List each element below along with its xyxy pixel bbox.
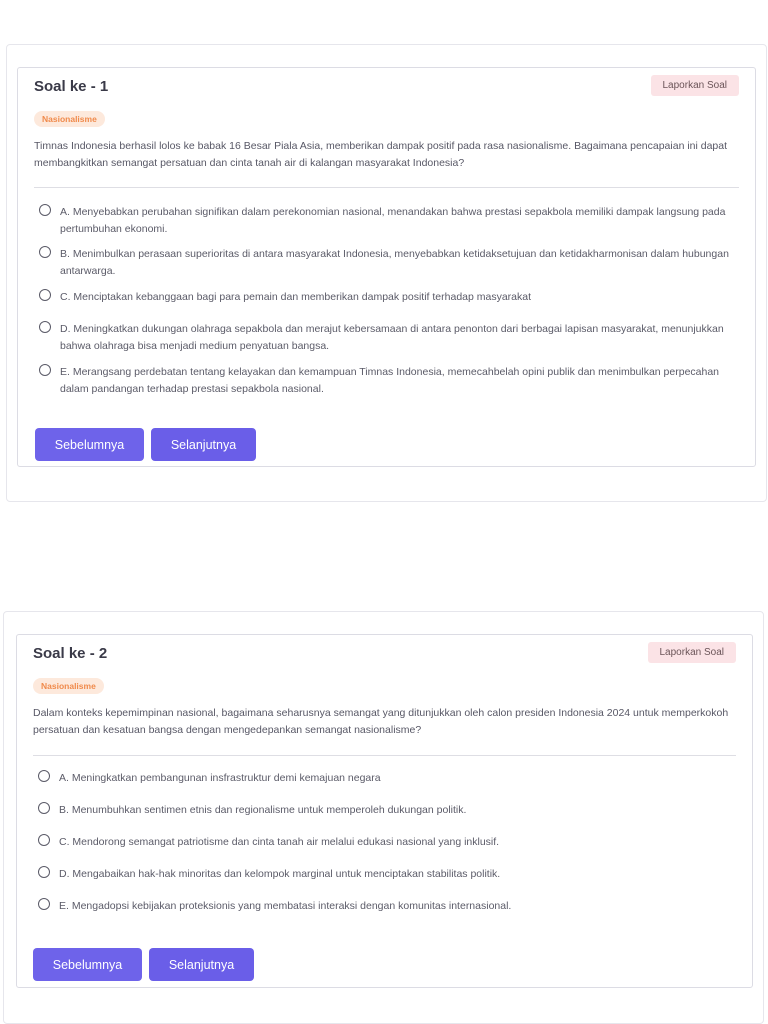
answer-option-c[interactable] (38, 834, 728, 851)
divider (34, 187, 739, 188)
question-title: Soal ke - 1 (34, 78, 109, 95)
option-label: A. Menyebabkan perubahan signifikan dalam perekonomian nasional, menandakan bahwa prestasi sepakbola memiliki dampak langsung pada pertumbuhan ekonomi. (60, 206, 726, 235)
answer-option-b[interactable] (38, 802, 728, 819)
report-question-button[interactable]: Laporkan Soal (648, 642, 737, 663)
radio-button[interactable] (38, 802, 50, 814)
answer-option-a[interactable] (39, 204, 731, 238)
radio-button[interactable] (39, 321, 51, 333)
answer-option-c[interactable] (39, 289, 731, 306)
report-question-button[interactable]: Laporkan Soal (651, 75, 740, 96)
radio-button[interactable] (38, 834, 50, 846)
radio-button[interactable] (39, 364, 51, 376)
radio-button[interactable] (39, 246, 51, 258)
radio-button[interactable] (39, 289, 51, 301)
previous-button[interactable]: Sebelumnya (35, 428, 144, 461)
question-card-2 (16, 634, 753, 988)
category-tag: Nasionalisme (34, 111, 105, 127)
answer-option-b[interactable] (39, 246, 731, 280)
option-label: B. Menumbuhkan sentimen etnis dan regionalisme untuk memperoleh dukungan politik. (59, 804, 467, 816)
question-text: Dalam konteks kepemimpinan nasional, bagaimana seharusnya semangat yang ditunjukkan oleh calon presiden Indonesia 2024 untuk memperkokoh persatuan dan kesatuan bangsa dengan mengedepankan semangat nasionalisme? (33, 707, 729, 736)
previous-button[interactable]: Sebelumnya (33, 948, 142, 981)
question-card-1 (17, 67, 756, 467)
answer-option-e[interactable] (39, 364, 731, 398)
radio-button[interactable] (39, 204, 51, 216)
answer-option-a[interactable] (38, 770, 728, 787)
category-tag: Nasionalisme (33, 678, 104, 694)
answer-option-d[interactable] (39, 321, 731, 355)
radio-button[interactable] (38, 866, 50, 878)
option-label: E. Merangsang perdebatan tentang kelayakan dan kemampuan Timnas Indonesia, memecahbelah opini publik dan menimbulkan perpecahan dalam pandangan terhadap prestasi sepakbola nasional. (60, 366, 720, 395)
question-title: Soal ke - 2 (33, 645, 108, 662)
option-label: C. Mendorong semangat patriotisme dan cinta tanah air melalui edukasi nasional yang inklusif. (59, 836, 500, 848)
option-label: A. Meningkatkan pembangunan insfrastruktur demi kemajuan negara (59, 772, 381, 784)
radio-button[interactable] (38, 898, 50, 910)
question-panel-2 (3, 611, 764, 1024)
option-label: B. Menimbulkan perasaan superioritas di antara masyarakat Indonesia, menyebabkan ketidaksetujuan dan ketidakharmonisan dalam hubungan antarwarga. (60, 248, 729, 277)
option-label: D. Meningkatkan dukungan olahraga sepakbola dan merajut kebersamaan di antara penonton dari berbagai lapisan masyarakat, menunjukkan bahwa olahraga bisa menjadi medium penyatuan bangsa. (60, 323, 724, 352)
divider (33, 755, 736, 756)
radio-button[interactable] (38, 770, 50, 782)
question-panel-1 (6, 44, 767, 502)
answer-option-e[interactable] (38, 898, 728, 915)
question-text: Timnas Indonesia berhasil lolos ke babak 16 Besar Piala Asia, memberikan dampak positif pada rasa nasionalisme. Bagaimana pencapaian ini dapat membangkitkan semangat persatuan dan cinta tanah air di kalangan masyarakat Indonesia? (34, 140, 728, 169)
next-button[interactable]: Selanjutnya (149, 948, 254, 981)
answer-option-d[interactable] (38, 866, 728, 883)
option-label: D. Mengabaikan hak-hak minoritas dan kelompok marginal untuk menciptakan stabilitas politik. (59, 868, 501, 880)
next-button[interactable]: Selanjutnya (151, 428, 256, 461)
option-label: C. Menciptakan kebanggaan bagi para pemain dan memberikan dampak positif terhadap masyarakat (60, 291, 532, 303)
option-label: E. Mengadopsi kebijakan proteksionis yang membatasi interaksi dengan komunitas internasional. (59, 900, 512, 912)
